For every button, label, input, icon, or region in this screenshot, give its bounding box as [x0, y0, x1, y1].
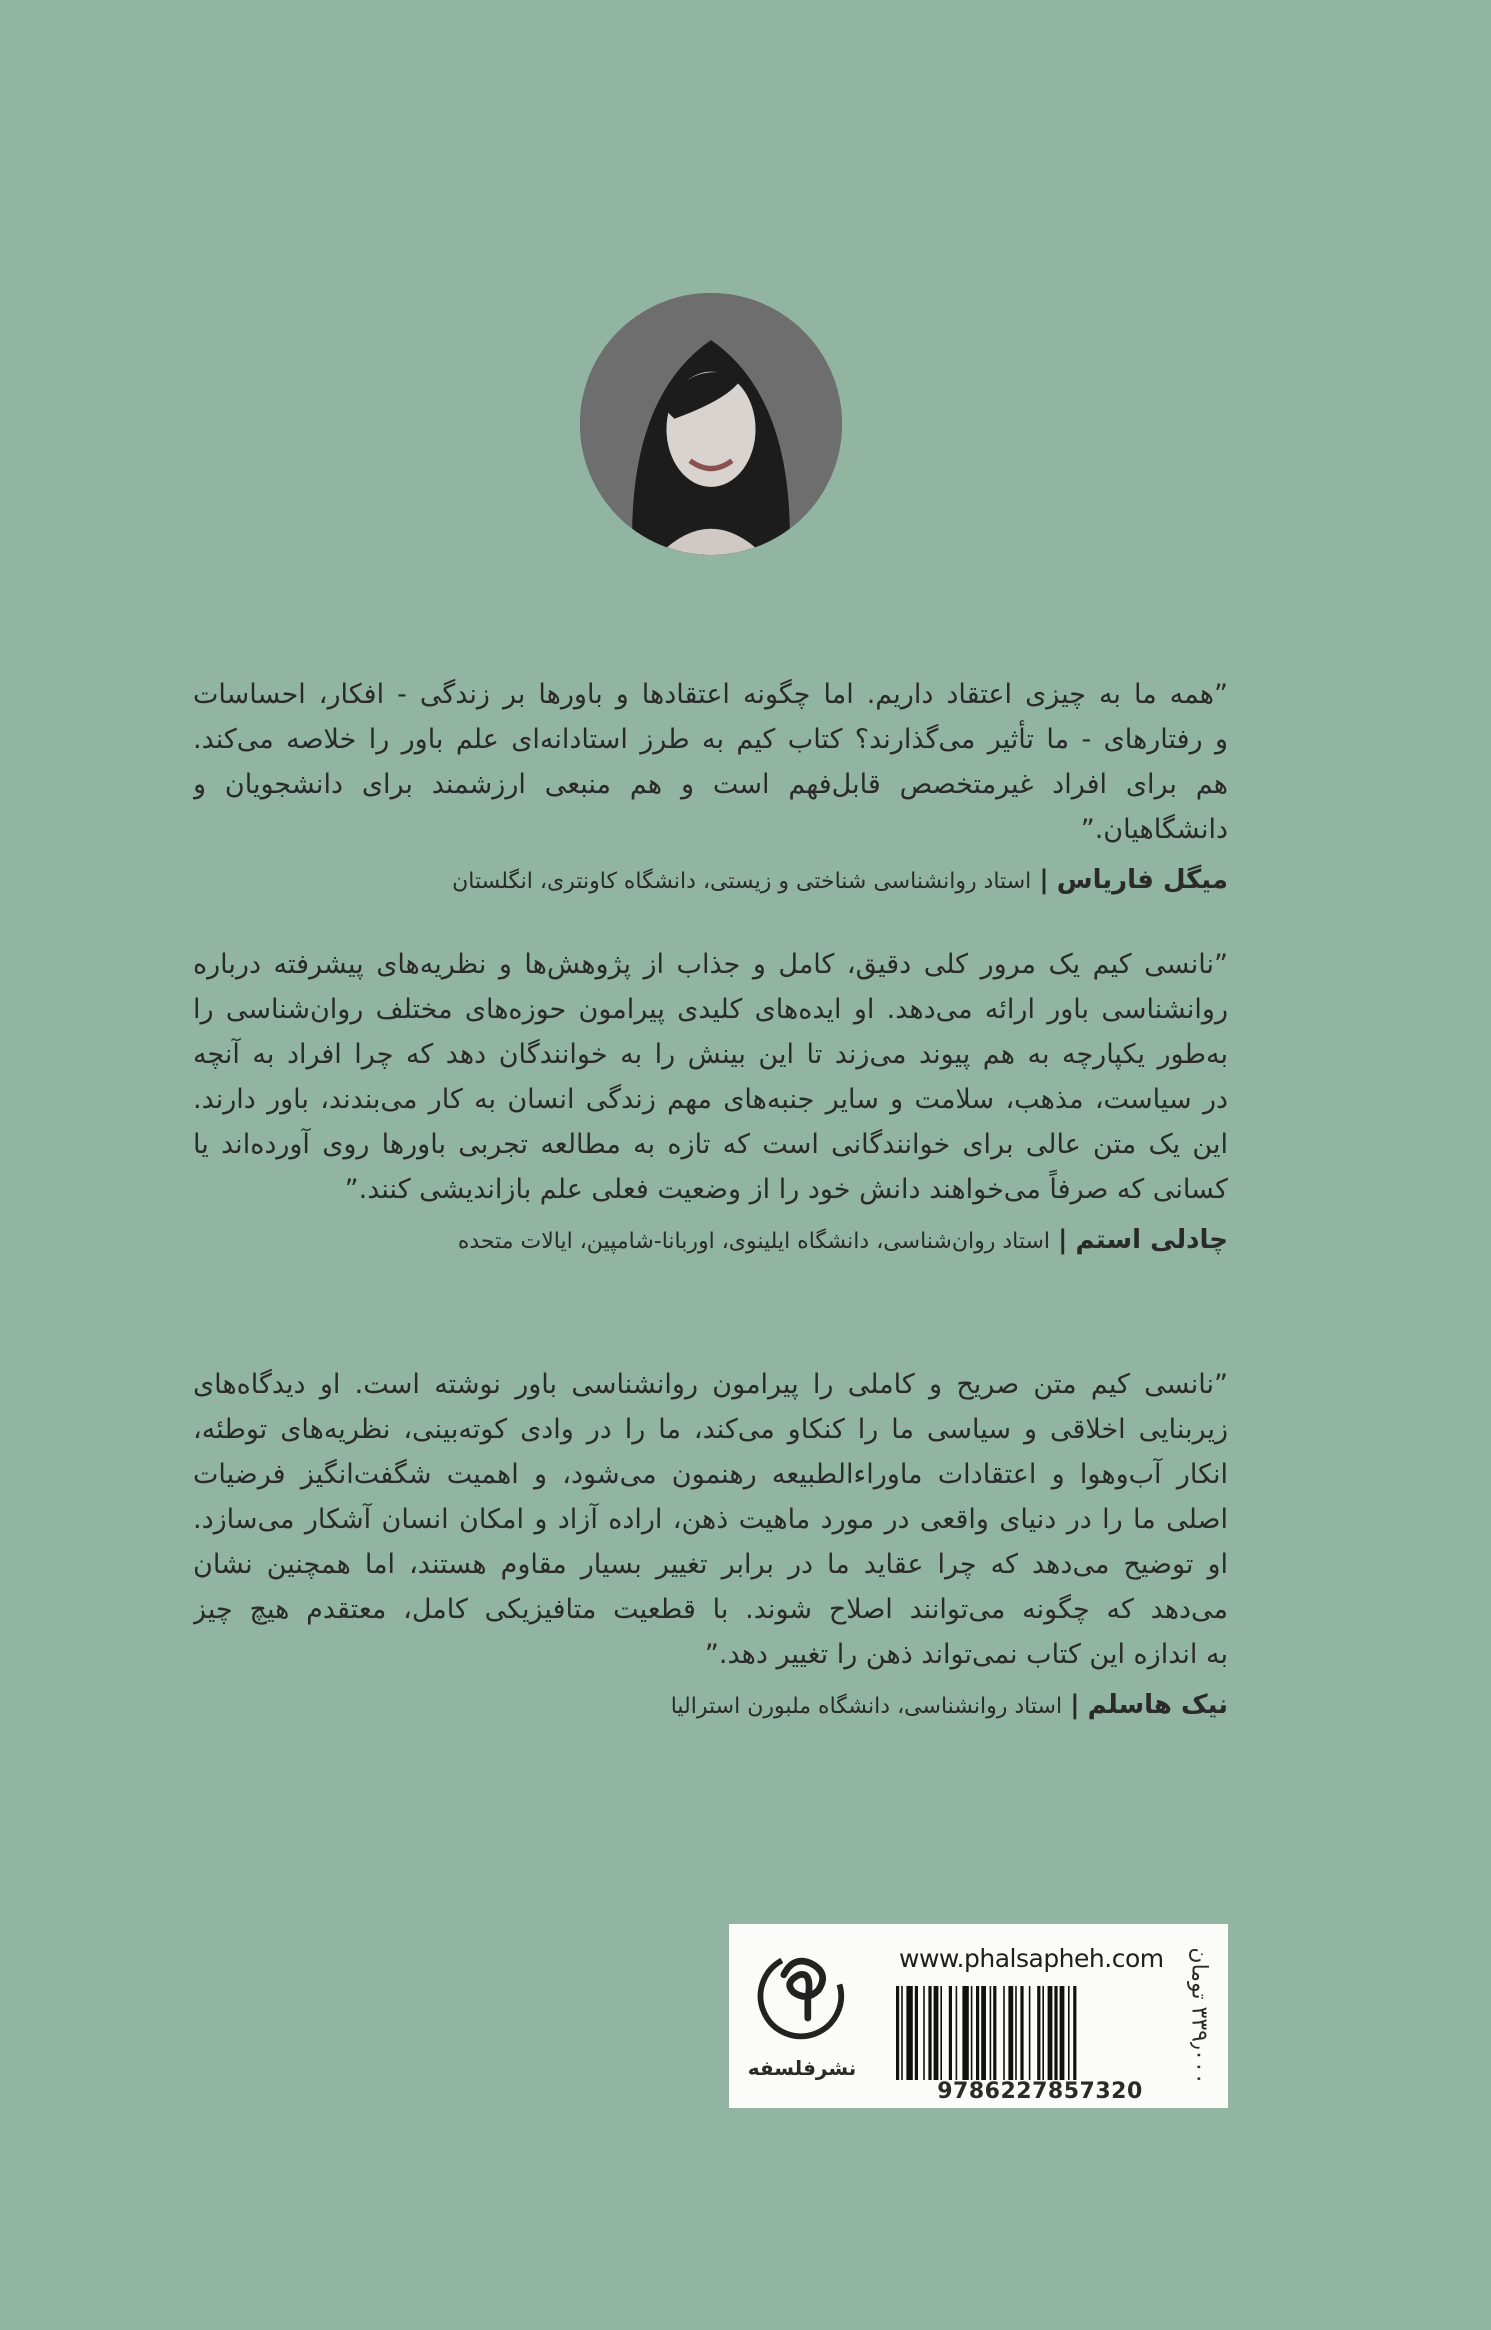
reviewer-title: استاد روان‌شناسی، دانشگاه ایلینوی، اوربانا-شامپین، ایالات متحده	[457, 1229, 1051, 1254]
blurb-line: ”نانسی کیم یک مرور کلی دقیق، کامل و جذاب از پژوهش‌ها و نظریه‌های پیشرفته درباره	[193, 949, 1228, 980]
blurb-1	[193, 672, 1228, 902]
barcode-panel	[729, 1924, 1228, 2108]
publisher-logo-icon	[755, 1946, 851, 2042]
blurb-line: می‌دهد که چگونه می‌توانند اصلاح شوند. با قطعیت متافیزیکی کامل، معتقدم هیچ چیز	[193, 1594, 1228, 1625]
blurb-2	[193, 942, 1228, 1262]
attribution	[193, 1220, 1228, 1262]
separator: |	[1039, 865, 1049, 895]
blurb-line: کسانی که صرفاً می‌خواهند دانش خود را از وضعیت فعلی علم بازاندیشی کنند.”	[344, 1174, 1228, 1205]
publisher-name: نشرفلسفه	[747, 2056, 857, 2080]
reviewer-name: چادلی استم	[1075, 1225, 1228, 1255]
blurb-line: روانشناسی باور ارائه می‌دهد. او ایده‌های کلیدی پیرامون حوزه‌های مختلف روان‌شناسی را	[193, 994, 1228, 1025]
reviewer-name: نیک هاسلم	[1087, 1690, 1228, 1720]
blurb-line: دانشگاهیان.”	[1080, 814, 1228, 845]
author-portrait-icon	[580, 293, 842, 555]
blurb-line: ”همه ما به چیزی اعتقاد داریم. اما چگونه اعتقادها و باورها بر زندگی - افکار، احساسات	[193, 679, 1228, 710]
author-photo	[580, 293, 842, 555]
price-label: ۳۳۹٫۰۰۰ تومان	[1186, 1947, 1212, 2085]
blurb-line: ”نانسی کیم متن صریح و کاملی را پیرامون روانشناسی باور نوشته است. او دیدگاه‌های	[193, 1369, 1228, 1400]
blurb-line: این یک متن عالی برای خوانندگانی است که تازه به مطالعه تجربی باورها روی آورده‌اند یا	[193, 1129, 1228, 1160]
isbn-number: 9786227857320	[937, 2079, 1143, 2104]
publisher-url: www.phalsapheh.com	[899, 1944, 1164, 1973]
reviewer-title: استاد روانشناسی شناختی و زیستی، دانشگاه کاونتری، انگلستان	[452, 869, 1032, 894]
blurb-line: اصلی ما را در دنیای واقعی در مورد ماهیت ذهن، اراده آزاد و امکان انسان آشکار می‌سازد.	[193, 1504, 1228, 1535]
blurb-line: در سیاست، مذهب، سلامت و سایر جنبه‌های مهم زندگی انسان به کار می‌بندند، باور دارند.	[193, 1084, 1228, 1115]
blurb-line: به اندازه این کتاب نمی‌تواند ذهن را تغییر دهد.”	[704, 1639, 1228, 1670]
separator: |	[1070, 1690, 1080, 1720]
blurb-line: و رفتارهای - ما تأثیر می‌گذارند؟ کتاب کیم به طرز استادانه‌ای علم باور را خلاصه می‌کند.	[193, 724, 1228, 755]
separator: |	[1058, 1225, 1068, 1255]
blurb-line: او توضیح می‌دهد که چرا عقاید ما در برابر تغییر بسیار مقاوم هستند، اما همچنین نشان	[193, 1549, 1228, 1580]
barcode-icon	[896, 1986, 1182, 2080]
blurb-line: زیربنایی اخلاقی و سیاسی ما را کنکاو می‌کند، ما را در وادی کوته‌بینی، نظریه‌های توطئه،	[193, 1414, 1228, 1445]
attribution	[193, 1685, 1228, 1727]
blurb-3	[193, 1362, 1228, 1727]
blurb-line: به‌طور یکپارچه به هم پیوند می‌زند تا این بینش را به خوانندگان دهد که چرا افراد به آنچه	[193, 1039, 1228, 1070]
reviewer-title: استاد روانشناسی، دانشگاه ملبورن استرالیا	[670, 1694, 1063, 1719]
blurb-line: هم برای افراد غیرمتخصص قابل‌فهم است و هم منبعی ارزشمند برای دانشجویان و	[193, 769, 1228, 800]
reviewer-name: میگل فاریاس	[1056, 865, 1228, 895]
blurb-line: انکار آب‌وهوا و اعتقادات ماوراءالطبیعه رهنمون می‌شود، و اهمیت شگفت‌انگیز فرضیات	[193, 1459, 1228, 1490]
attribution	[193, 860, 1228, 902]
